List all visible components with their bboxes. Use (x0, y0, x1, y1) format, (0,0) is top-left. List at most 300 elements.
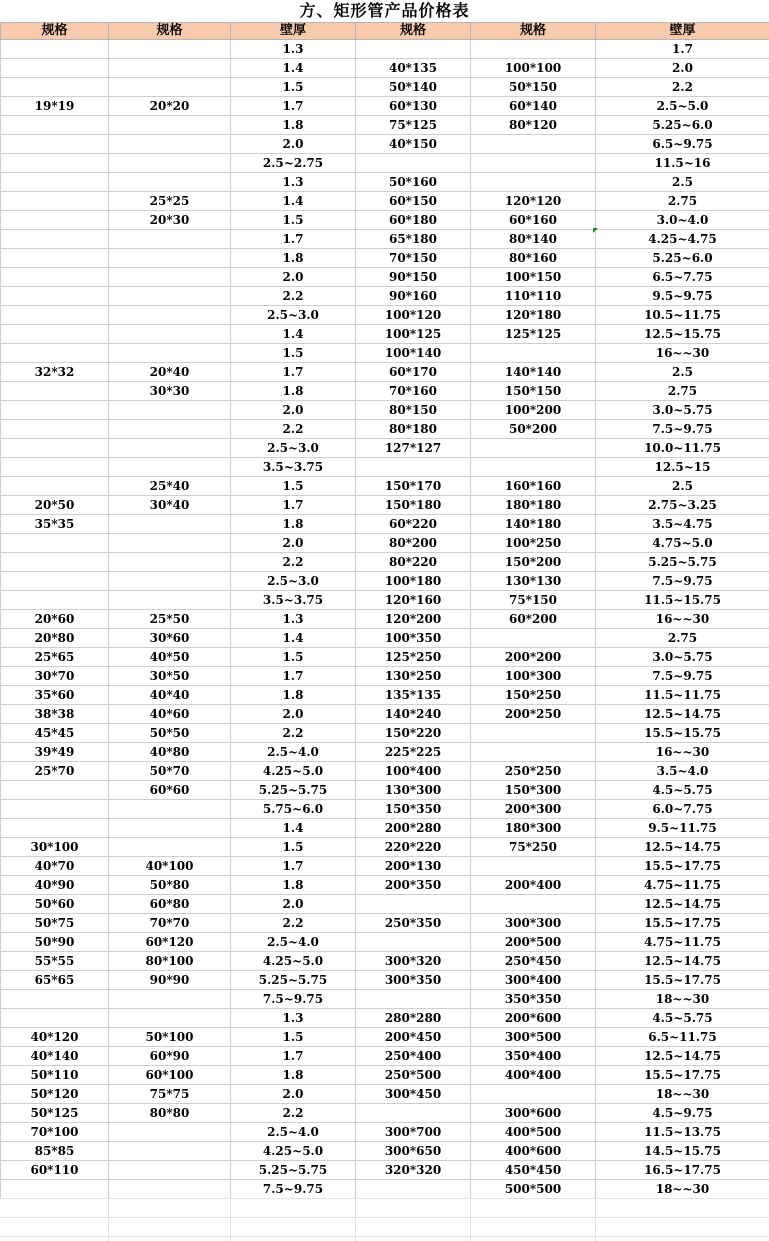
cell-spec-d[interactable]: 200*600 (471, 1009, 596, 1028)
cell-spec-c[interactable]: 300*650 (356, 1142, 471, 1161)
cell-spec-d[interactable] (471, 135, 596, 154)
cell-thickness-b[interactable]: 3.5~4.0 (596, 762, 769, 781)
cell-spec-d[interactable]: 50*150 (471, 78, 596, 97)
cell-spec-c[interactable]: 300*320 (356, 952, 471, 971)
cell-spec-d[interactable]: 140*180 (471, 515, 596, 534)
cell-spec-c[interactable] (356, 40, 471, 59)
header-spec-2[interactable]: 规格 (109, 23, 231, 40)
cell-thickness-a[interactable]: 1.7 (231, 667, 356, 686)
cell-spec-a[interactable] (1, 325, 109, 344)
cell-spec-a[interactable]: 50*60 (1, 895, 109, 914)
cell-thickness-b[interactable]: 2.5~5.0 (596, 97, 769, 116)
cell-spec-a[interactable] (1, 591, 109, 610)
cell-spec-a[interactable] (1, 40, 109, 59)
cell-spec-c[interactable]: 225*225 (356, 743, 471, 762)
cell-spec-b[interactable]: 20*40 (109, 363, 231, 382)
cell-spec-c[interactable]: 127*127 (356, 439, 471, 458)
cell-spec-c[interactable]: 60*220 (356, 515, 471, 534)
cell-spec-a[interactable]: 40*90 (1, 876, 109, 895)
cell-spec-a[interactable]: 55*55 (1, 952, 109, 971)
cell-spec-d[interactable]: 150*250 (471, 686, 596, 705)
cell-spec-d[interactable]: 250*450 (471, 952, 596, 971)
cell-spec-c[interactable]: 140*240 (356, 705, 471, 724)
cell-spec-d[interactable]: 180*300 (471, 819, 596, 838)
cell-thickness-a[interactable]: 1.5 (231, 838, 356, 857)
cell-spec-d[interactable]: 100*100 (471, 59, 596, 78)
cell-spec-b[interactable] (109, 306, 231, 325)
cell-spec-d[interactable]: 75*150 (471, 591, 596, 610)
cell-thickness-a[interactable]: 2.2 (231, 914, 356, 933)
cell-spec-c[interactable] (356, 1180, 471, 1199)
cell-spec-b[interactable] (109, 1142, 231, 1161)
cell-thickness-b[interactable]: 2.75 (596, 629, 769, 648)
cell-spec-d[interactable]: 60*200 (471, 610, 596, 629)
cell-thickness-a[interactable]: 1.8 (231, 116, 356, 135)
cell-thickness-a[interactable]: 5.25~5.75 (231, 971, 356, 990)
cell-spec-d[interactable]: 300*600 (471, 1104, 596, 1123)
cell-thickness-b[interactable]: 12.5~14.75 (596, 952, 769, 971)
cell-thickness-b[interactable]: 15.5~17.75 (596, 857, 769, 876)
cell-thickness-b[interactable]: 11.5~15.75 (596, 591, 769, 610)
cell-spec-c[interactable]: 80*180 (356, 420, 471, 439)
cell-thickness-b[interactable]: 15.5~17.75 (596, 1066, 769, 1085)
cell-thickness-a[interactable]: 1.7 (231, 1047, 356, 1066)
cell-thickness-b[interactable]: 9.5~11.75 (596, 819, 769, 838)
cell-thickness-a[interactable]: 2.2 (231, 553, 356, 572)
cell-spec-d[interactable]: 450*450 (471, 1161, 596, 1180)
cell-thickness-a[interactable]: 2.0 (231, 895, 356, 914)
cell-thickness-b[interactable]: 4.5~5.75 (596, 1009, 769, 1028)
cell-spec-c[interactable] (356, 1104, 471, 1123)
cell-spec-c[interactable]: 200*450 (356, 1028, 471, 1047)
cell-thickness-a[interactable]: 1.4 (231, 192, 356, 211)
cell-spec-c[interactable]: 100*120 (356, 306, 471, 325)
cell-spec-c[interactable]: 120*200 (356, 610, 471, 629)
cell-thickness-b[interactable]: 12.5~15 (596, 458, 769, 477)
cell-thickness-b[interactable]: 16.5~17.75 (596, 1161, 769, 1180)
cell-thickness-b[interactable]: 2.75 (596, 382, 769, 401)
cell-thickness-a[interactable]: 1.7 (231, 230, 356, 249)
cell-spec-b[interactable] (109, 268, 231, 287)
cell-spec-b[interactable]: 75*75 (109, 1085, 231, 1104)
cell-spec-a[interactable]: 32*32 (1, 363, 109, 382)
cell-spec-c[interactable]: 100*140 (356, 344, 471, 363)
cell-spec-a[interactable] (1, 1180, 109, 1199)
cell-thickness-b[interactable]: 6.5~7.75 (596, 268, 769, 287)
cell-spec-c[interactable]: 100*350 (356, 629, 471, 648)
cell-spec-b[interactable]: 40*100 (109, 857, 231, 876)
cell-spec-d[interactable]: 100*250 (471, 534, 596, 553)
cell-spec-b[interactable] (109, 819, 231, 838)
cell-spec-b[interactable]: 70*70 (109, 914, 231, 933)
cell-spec-b[interactable] (109, 838, 231, 857)
cell-spec-d[interactable]: 160*160 (471, 477, 596, 496)
cell-thickness-b[interactable]: 3.0~5.75 (596, 401, 769, 420)
cell-thickness-b[interactable]: 4.5~9.75 (596, 1104, 769, 1123)
cell-spec-b[interactable]: 40*60 (109, 705, 231, 724)
cell-spec-b[interactable] (109, 458, 231, 477)
cell-spec-c[interactable]: 60*130 (356, 97, 471, 116)
header-thickness-2[interactable]: 壁厚 (596, 23, 769, 40)
cell-spec-c[interactable]: 100*180 (356, 572, 471, 591)
cell-thickness-b[interactable]: 2.5 (596, 477, 769, 496)
cell-spec-c[interactable]: 60*180 (356, 211, 471, 230)
cell-thickness-b[interactable]: 18~~30 (596, 990, 769, 1009)
cell-spec-a[interactable]: 45*45 (1, 724, 109, 743)
cell-thickness-a[interactable]: 1.4 (231, 325, 356, 344)
cell-spec-d[interactable]: 350*350 (471, 990, 596, 1009)
cell-thickness-b[interactable]: 10.0~11.75 (596, 439, 769, 458)
cell-spec-a[interactable] (1, 382, 109, 401)
cell-spec-d[interactable] (471, 344, 596, 363)
cell-thickness-a[interactable]: 3.5~3.75 (231, 458, 356, 477)
cell-spec-d[interactable] (471, 743, 596, 762)
cell-thickness-b[interactable]: 2.75~3.25 (596, 496, 769, 515)
cell-thickness-b[interactable]: 10.5~11.75 (596, 306, 769, 325)
cell-spec-a[interactable] (1, 819, 109, 838)
cell-spec-b[interactable] (109, 154, 231, 173)
cell-thickness-a[interactable]: 1.8 (231, 382, 356, 401)
cell-spec-c[interactable]: 130*300 (356, 781, 471, 800)
cell-spec-b[interactable] (109, 59, 231, 78)
cell-spec-d[interactable]: 110*110 (471, 287, 596, 306)
cell-spec-c[interactable]: 100*400 (356, 762, 471, 781)
cell-spec-c[interactable]: 125*250 (356, 648, 471, 667)
cell-thickness-b[interactable]: 2.2 (596, 78, 769, 97)
cell-spec-b[interactable] (109, 40, 231, 59)
cell-spec-b[interactable] (109, 591, 231, 610)
cell-spec-a[interactable]: 50*90 (1, 933, 109, 952)
cell-thickness-a[interactable]: 1.8 (231, 249, 356, 268)
cell-thickness-a[interactable]: 2.2 (231, 420, 356, 439)
cell-spec-c[interactable]: 150*220 (356, 724, 471, 743)
cell-spec-b[interactable]: 40*80 (109, 743, 231, 762)
cell-spec-c[interactable]: 40*150 (356, 135, 471, 154)
cell-spec-a[interactable]: 35*60 (1, 686, 109, 705)
cell-spec-b[interactable] (109, 1009, 231, 1028)
cell-spec-c[interactable]: 90*150 (356, 268, 471, 287)
cell-spec-c[interactable]: 320*320 (356, 1161, 471, 1180)
cell-thickness-b[interactable]: 4.75~11.75 (596, 933, 769, 952)
cell-spec-b[interactable]: 90*90 (109, 971, 231, 990)
cell-spec-c[interactable]: 280*280 (356, 1009, 471, 1028)
cell-spec-b[interactable]: 60*120 (109, 933, 231, 952)
cell-spec-d[interactable]: 100*150 (471, 268, 596, 287)
cell-spec-c[interactable]: 50*160 (356, 173, 471, 192)
cell-spec-d[interactable]: 350*400 (471, 1047, 596, 1066)
cell-spec-d[interactable] (471, 857, 596, 876)
cell-spec-a[interactable] (1, 173, 109, 192)
cell-thickness-b[interactable]: 6.0~7.75 (596, 800, 769, 819)
cell-spec-b[interactable] (109, 572, 231, 591)
cell-thickness-b[interactable]: 3.0~5.75 (596, 648, 769, 667)
cell-thickness-a[interactable]: 2.0 (231, 1085, 356, 1104)
cell-thickness-a[interactable]: 5.75~6.0 (231, 800, 356, 819)
cell-spec-c[interactable]: 120*160 (356, 591, 471, 610)
cell-thickness-a[interactable]: 1.8 (231, 876, 356, 895)
cell-thickness-b[interactable]: 16~~30 (596, 610, 769, 629)
cell-spec-a[interactable] (1, 249, 109, 268)
cell-spec-c[interactable]: 135*135 (356, 686, 471, 705)
cell-thickness-b[interactable]: 18~~30 (596, 1180, 769, 1199)
cell-thickness-b[interactable]: 2.5 (596, 363, 769, 382)
cell-spec-c[interactable]: 220*220 (356, 838, 471, 857)
cell-spec-d[interactable]: 100*300 (471, 667, 596, 686)
cell-spec-b[interactable]: 30*30 (109, 382, 231, 401)
cell-thickness-b[interactable]: 11.5~16 (596, 154, 769, 173)
cell-spec-b[interactable] (109, 1180, 231, 1199)
cell-thickness-b[interactable]: 12.5~15.75 (596, 325, 769, 344)
cell-spec-d[interactable]: 125*125 (471, 325, 596, 344)
cell-spec-b[interactable]: 20*30 (109, 211, 231, 230)
header-spec-4[interactable]: 规格 (471, 23, 596, 40)
cell-spec-a[interactable]: 70*100 (1, 1123, 109, 1142)
cell-spec-d[interactable]: 80*120 (471, 116, 596, 135)
cell-spec-c[interactable]: 80*200 (356, 534, 471, 553)
cell-spec-c[interactable]: 90*160 (356, 287, 471, 306)
cell-thickness-a[interactable]: 1.4 (231, 819, 356, 838)
cell-spec-c[interactable] (356, 990, 471, 1009)
cell-thickness-a[interactable]: 2.2 (231, 724, 356, 743)
cell-spec-b[interactable]: 80*100 (109, 952, 231, 971)
cell-spec-a[interactable]: 20*80 (1, 629, 109, 648)
cell-spec-a[interactable]: 65*65 (1, 971, 109, 990)
cell-thickness-a[interactable]: 1.7 (231, 97, 356, 116)
cell-thickness-a[interactable]: 1.7 (231, 857, 356, 876)
cell-spec-c[interactable]: 200*280 (356, 819, 471, 838)
cell-spec-d[interactable]: 80*140 (471, 230, 596, 249)
cell-spec-a[interactable]: 30*70 (1, 667, 109, 686)
cell-thickness-b[interactable]: 5.25~6.0 (596, 249, 769, 268)
cell-thickness-a[interactable]: 2.5~4.0 (231, 933, 356, 952)
cell-spec-b[interactable] (109, 135, 231, 154)
cell-spec-a[interactable] (1, 420, 109, 439)
cell-thickness-a[interactable]: 1.7 (231, 363, 356, 382)
cell-spec-b[interactable]: 25*50 (109, 610, 231, 629)
cell-spec-a[interactable]: 40*70 (1, 857, 109, 876)
cell-thickness-a[interactable]: 2.0 (231, 268, 356, 287)
cell-spec-c[interactable] (356, 895, 471, 914)
cell-spec-a[interactable] (1, 458, 109, 477)
cell-spec-a[interactable] (1, 59, 109, 78)
cell-spec-b[interactable] (109, 553, 231, 572)
cell-spec-d[interactable]: 400*400 (471, 1066, 596, 1085)
cell-spec-c[interactable]: 300*450 (356, 1085, 471, 1104)
cell-spec-b[interactable] (109, 1161, 231, 1180)
cell-spec-c[interactable]: 65*180 (356, 230, 471, 249)
cell-spec-c[interactable]: 250*350 (356, 914, 471, 933)
cell-spec-b[interactable] (109, 990, 231, 1009)
cell-spec-b[interactable]: 30*50 (109, 667, 231, 686)
cell-thickness-a[interactable]: 4.25~5.0 (231, 952, 356, 971)
cell-spec-d[interactable] (471, 724, 596, 743)
cell-thickness-a[interactable]: 1.5 (231, 1028, 356, 1047)
cell-spec-b[interactable] (109, 439, 231, 458)
cell-spec-c[interactable]: 60*150 (356, 192, 471, 211)
cell-spec-d[interactable]: 300*500 (471, 1028, 596, 1047)
cell-spec-c[interactable]: 80*220 (356, 553, 471, 572)
cell-spec-d[interactable]: 60*140 (471, 97, 596, 116)
cell-spec-c[interactable]: 200*130 (356, 857, 471, 876)
cell-thickness-a[interactable]: 1.8 (231, 1066, 356, 1085)
cell-spec-b[interactable] (109, 287, 231, 306)
cell-thickness-a[interactable]: 2.5~4.0 (231, 743, 356, 762)
cell-thickness-a[interactable]: 1.5 (231, 477, 356, 496)
cell-spec-d[interactable]: 100*200 (471, 401, 596, 420)
cell-thickness-a[interactable]: 1.3 (231, 173, 356, 192)
cell-spec-a[interactable] (1, 572, 109, 591)
cell-spec-d[interactable] (471, 629, 596, 648)
cell-thickness-a[interactable]: 1.3 (231, 40, 356, 59)
cell-spec-a[interactable]: 50*110 (1, 1066, 109, 1085)
cell-spec-d[interactable]: 150*300 (471, 781, 596, 800)
cell-spec-d[interactable]: 200*250 (471, 705, 596, 724)
cell-spec-b[interactable] (109, 116, 231, 135)
cell-spec-d[interactable]: 250*250 (471, 762, 596, 781)
cell-thickness-b[interactable]: 11.5~13.75 (596, 1123, 769, 1142)
cell-thickness-a[interactable]: 2.5~4.0 (231, 1123, 356, 1142)
cell-spec-a[interactable] (1, 154, 109, 173)
cell-spec-d[interactable] (471, 439, 596, 458)
cell-spec-c[interactable]: 300*700 (356, 1123, 471, 1142)
cell-spec-a[interactable]: 38*38 (1, 705, 109, 724)
cell-thickness-a[interactable]: 2.5~3.0 (231, 306, 356, 325)
cell-spec-b[interactable]: 60*100 (109, 1066, 231, 1085)
cell-spec-c[interactable]: 70*160 (356, 382, 471, 401)
cell-spec-a[interactable]: 35*35 (1, 515, 109, 534)
cell-thickness-b[interactable]: 18~~30 (596, 1085, 769, 1104)
cell-spec-c[interactable]: 130*250 (356, 667, 471, 686)
cell-spec-b[interactable] (109, 173, 231, 192)
cell-spec-b[interactable] (109, 534, 231, 553)
cell-spec-b[interactable]: 50*50 (109, 724, 231, 743)
cell-thickness-b[interactable]: 16~~30 (596, 344, 769, 363)
cell-spec-c[interactable]: 250*400 (356, 1047, 471, 1066)
cell-thickness-a[interactable]: 1.8 (231, 515, 356, 534)
cell-spec-d[interactable]: 300*300 (471, 914, 596, 933)
cell-thickness-b[interactable]: 1.7 (596, 40, 769, 59)
cell-thickness-b[interactable]: 11.5~11.75 (596, 686, 769, 705)
cell-spec-b[interactable] (109, 1123, 231, 1142)
cell-spec-a[interactable] (1, 135, 109, 154)
cell-thickness-b[interactable]: 12.5~14.75 (596, 1047, 769, 1066)
cell-thickness-a[interactable]: 1.5 (231, 344, 356, 363)
cell-thickness-a[interactable]: 2.2 (231, 287, 356, 306)
cell-thickness-b[interactable]: 16~~30 (596, 743, 769, 762)
cell-spec-b[interactable]: 25*40 (109, 477, 231, 496)
cell-spec-b[interactable] (109, 800, 231, 819)
cell-thickness-b[interactable]: 4.25~4.75 (596, 230, 769, 249)
cell-thickness-a[interactable]: 1.8 (231, 686, 356, 705)
cell-spec-a[interactable] (1, 268, 109, 287)
cell-spec-a[interactable]: 20*50 (1, 496, 109, 515)
cell-thickness-b[interactable]: 12.5~14.75 (596, 895, 769, 914)
header-spec-3[interactable]: 规格 (356, 23, 471, 40)
cell-spec-b[interactable] (109, 249, 231, 268)
cell-thickness-b[interactable]: 14.5~15.75 (596, 1142, 769, 1161)
cell-spec-a[interactable] (1, 439, 109, 458)
cell-thickness-a[interactable]: 3.5~3.75 (231, 591, 356, 610)
cell-thickness-b[interactable]: 2.5 (596, 173, 769, 192)
cell-thickness-a[interactable]: 5.25~5.75 (231, 781, 356, 800)
cell-thickness-a[interactable]: 2.5~2.75 (231, 154, 356, 173)
cell-thickness-a[interactable]: 4.25~5.0 (231, 1142, 356, 1161)
cell-spec-d[interactable]: 500*500 (471, 1180, 596, 1199)
cell-thickness-b[interactable]: 7.5~9.75 (596, 572, 769, 591)
cell-spec-d[interactable]: 140*140 (471, 363, 596, 382)
cell-spec-b[interactable]: 80*80 (109, 1104, 231, 1123)
cell-spec-a[interactable] (1, 116, 109, 135)
cell-spec-a[interactable] (1, 401, 109, 420)
cell-spec-a[interactable] (1, 211, 109, 230)
cell-spec-c[interactable]: 150*180 (356, 496, 471, 515)
cell-spec-d[interactable] (471, 40, 596, 59)
cell-spec-a[interactable] (1, 553, 109, 572)
cell-thickness-b[interactable]: 6.5~9.75 (596, 135, 769, 154)
cell-spec-c[interactable]: 250*500 (356, 1066, 471, 1085)
cell-spec-d[interactable]: 80*160 (471, 249, 596, 268)
cell-thickness-a[interactable]: 2.0 (231, 135, 356, 154)
cell-thickness-a[interactable]: 2.0 (231, 705, 356, 724)
cell-thickness-b[interactable]: 4.75~11.75 (596, 876, 769, 895)
cell-thickness-a[interactable]: 1.4 (231, 59, 356, 78)
cell-thickness-a[interactable]: 1.3 (231, 610, 356, 629)
cell-spec-a[interactable]: 20*60 (1, 610, 109, 629)
cell-spec-c[interactable]: 150*350 (356, 800, 471, 819)
cell-thickness-b[interactable]: 5.25~5.75 (596, 553, 769, 572)
cell-spec-c[interactable]: 200*350 (356, 876, 471, 895)
cell-thickness-a[interactable]: 5.25~5.75 (231, 1161, 356, 1180)
cell-thickness-a[interactable]: 2.2 (231, 1104, 356, 1123)
cell-spec-a[interactable] (1, 990, 109, 1009)
cell-spec-a[interactable]: 25*65 (1, 648, 109, 667)
cell-spec-b[interactable]: 50*70 (109, 762, 231, 781)
cell-spec-b[interactable]: 50*100 (109, 1028, 231, 1047)
cell-spec-d[interactable]: 300*400 (471, 971, 596, 990)
cell-spec-b[interactable]: 50*80 (109, 876, 231, 895)
cell-spec-a[interactable] (1, 192, 109, 211)
cell-spec-a[interactable] (1, 230, 109, 249)
cell-thickness-b[interactable]: 4.5~5.75 (596, 781, 769, 800)
cell-spec-d[interactable] (471, 895, 596, 914)
cell-thickness-b[interactable]: 3.5~4.75 (596, 515, 769, 534)
cell-spec-a[interactable] (1, 534, 109, 553)
cell-spec-c[interactable]: 150*170 (356, 477, 471, 496)
cell-spec-a[interactable]: 30*100 (1, 838, 109, 857)
cell-spec-b[interactable] (109, 325, 231, 344)
cell-spec-a[interactable] (1, 781, 109, 800)
cell-spec-b[interactable]: 30*40 (109, 496, 231, 515)
cell-spec-c[interactable]: 80*150 (356, 401, 471, 420)
cell-thickness-b[interactable]: 5.25~6.0 (596, 116, 769, 135)
cell-spec-a[interactable]: 40*120 (1, 1028, 109, 1047)
cell-thickness-b[interactable]: 6.5~11.75 (596, 1028, 769, 1047)
cell-thickness-b[interactable]: 7.5~9.75 (596, 420, 769, 439)
cell-spec-d[interactable]: 200*300 (471, 800, 596, 819)
cell-thickness-a[interactable]: 1.3 (231, 1009, 356, 1028)
cell-spec-d[interactable]: 200*500 (471, 933, 596, 952)
cell-spec-b[interactable]: 30*60 (109, 629, 231, 648)
cell-thickness-a[interactable]: 2.0 (231, 534, 356, 553)
cell-spec-c[interactable]: 75*125 (356, 116, 471, 135)
cell-spec-c[interactable] (356, 933, 471, 952)
cell-spec-d[interactable]: 130*130 (471, 572, 596, 591)
cell-thickness-b[interactable]: 7.5~9.75 (596, 667, 769, 686)
cell-thickness-a[interactable]: 1.5 (231, 648, 356, 667)
cell-spec-b[interactable] (109, 78, 231, 97)
cell-spec-c[interactable]: 100*125 (356, 325, 471, 344)
cell-spec-c[interactable] (356, 458, 471, 477)
